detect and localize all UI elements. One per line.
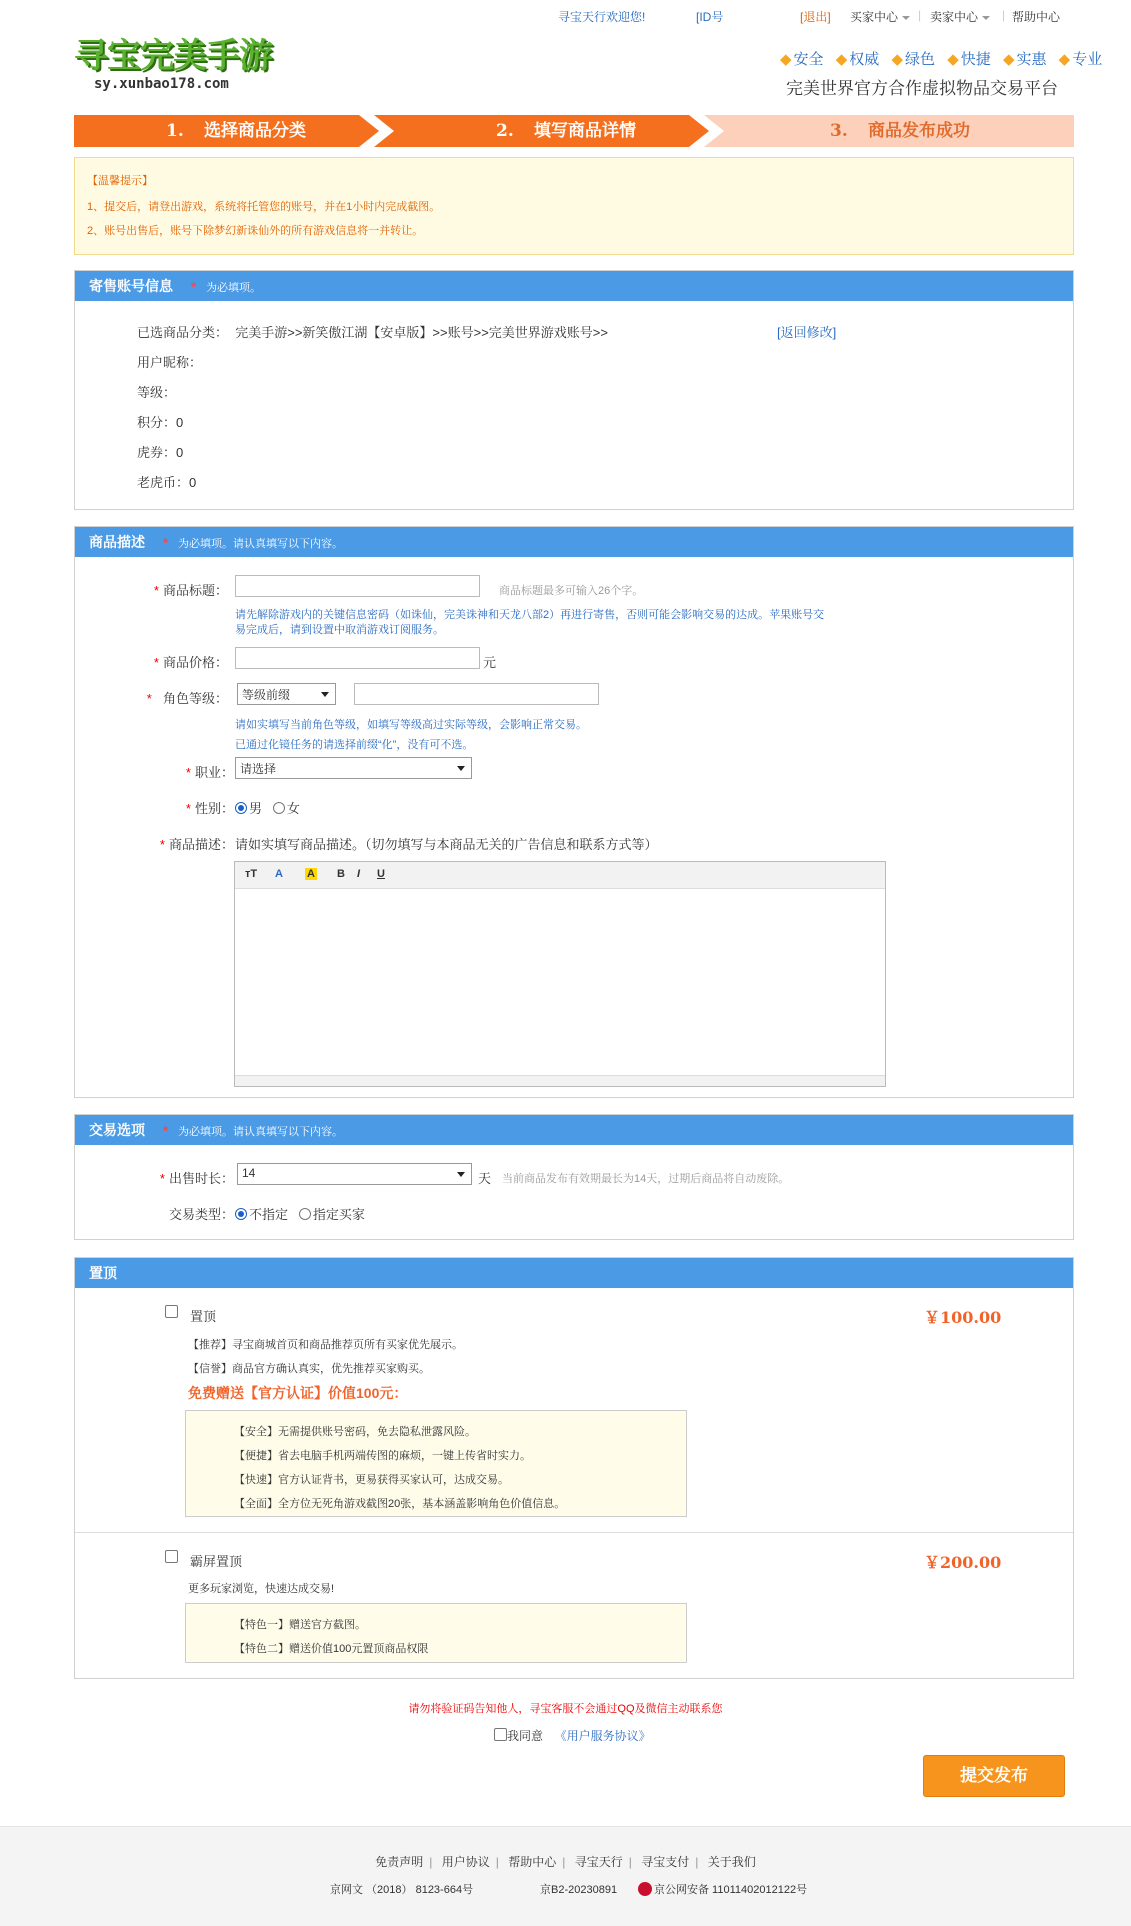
font-size-icon[interactable]: тT xyxy=(245,868,258,880)
required-star: * xyxy=(146,691,152,706)
required-star: * xyxy=(163,535,169,550)
divider: | xyxy=(495,1855,499,1869)
step-3-num: 3. xyxy=(830,121,848,141)
underline-icon[interactable]: U xyxy=(377,868,385,880)
highlight-icon[interactable]: A xyxy=(307,868,315,880)
required-star: * xyxy=(159,837,165,852)
police-badge-icon xyxy=(638,1882,652,1896)
fullscreen-top-label: 霸屏置顶 xyxy=(190,1554,243,1569)
chevron-down-icon xyxy=(982,16,990,20)
tiger-coupon-value: 0 xyxy=(176,445,184,460)
top-option-price: ￥100.00 xyxy=(924,1308,1002,1327)
seller-center-menu[interactable] xyxy=(930,8,990,25)
desc-label: * 商品描述： xyxy=(159,837,234,852)
trade-type-options xyxy=(235,1204,365,1223)
feature-line: 【便捷】省去电脑手机两端传图的麻烦，一键上传省时实力。 xyxy=(234,1450,531,1462)
progress-steps xyxy=(74,115,1074,147)
fullscreen-top-checkbox[interactable] xyxy=(165,1550,178,1565)
trade-specified-radio[interactable] xyxy=(299,1207,365,1222)
footer-link-pay[interactable]: 寻宝支付 xyxy=(641,1855,690,1869)
diamond-icon: ◆ xyxy=(891,51,904,68)
rich-text-editor[interactable] xyxy=(234,861,886,1087)
duration-label: * 出售时长： xyxy=(159,1171,234,1186)
bold-icon[interactable]: B xyxy=(337,868,345,880)
step-3 xyxy=(704,115,1074,147)
agree-label: 我同意 xyxy=(507,1729,544,1743)
required-star: * xyxy=(185,801,191,816)
license-text: 京网文 （2018） 8123-664号 xyxy=(330,1884,474,1896)
divider: | xyxy=(628,1855,632,1869)
submit-button[interactable]: 提交发布 xyxy=(923,1755,1065,1797)
step-1 xyxy=(74,115,379,147)
price-label: * 商品价格： xyxy=(153,655,228,670)
required-star: * xyxy=(163,1123,169,1138)
footer-links xyxy=(0,1853,1131,1870)
police-record[interactable] xyxy=(638,1881,807,1897)
price-unit: 元 xyxy=(483,655,497,670)
footer xyxy=(0,1826,1131,1926)
panel-hint: 为必填项。请认真填写以下内容。 xyxy=(178,538,344,550)
divider: | xyxy=(695,1855,699,1869)
job-label: * 职业： xyxy=(185,765,234,780)
panel-hint: 为必填项。请认真填写以下内容。 xyxy=(178,1126,344,1138)
role-level-note: 已通过化镜任务的请选择前缀“化”，没有可不选。 xyxy=(235,739,474,751)
footer-link-user-agreement[interactable]: 用户协议 xyxy=(441,1855,490,1869)
trade-unspecified-radio[interactable] xyxy=(235,1207,288,1222)
top-option-label: 置顶 xyxy=(190,1309,217,1324)
duration-unit: 天 xyxy=(478,1171,492,1186)
diamond-icon: ◆ xyxy=(1058,51,1071,68)
gender-male-radio[interactable] xyxy=(235,801,262,816)
panel-title: 交易选项 xyxy=(89,1122,145,1138)
desc-hint: 请如实填写商品描述。（切勿填写与本商品无关的广告信息和联系方式等） xyxy=(235,837,658,852)
title-input[interactable] xyxy=(235,575,480,597)
step-2-num: 2. xyxy=(496,121,514,141)
chevron-down-icon xyxy=(902,16,910,20)
panel-title: 寄售账号信息 xyxy=(89,278,173,294)
footer-link-about[interactable]: 关于我们 xyxy=(707,1855,756,1869)
slogan-list xyxy=(780,48,1110,69)
role-level-prefix-select[interactable]: 等级前缀 xyxy=(237,683,336,705)
license-text: 京B2-20230891 xyxy=(540,1884,618,1896)
platform-tagline: 完美世界官方合作虚拟物品交易平台 xyxy=(786,79,1058,98)
duration-select[interactable]: 14 xyxy=(237,1163,472,1185)
buyer-center-menu[interactable] xyxy=(850,8,910,25)
buyer-center-label: 买家中心 xyxy=(850,10,899,24)
font-color-icon[interactable]: A xyxy=(275,868,283,880)
diamond-icon: ◆ xyxy=(1002,51,1015,68)
divider: | xyxy=(562,1855,566,1869)
tips-title: 【温馨提示】 xyxy=(87,175,153,187)
feature-line: 【全面】全方位无死角游戏截图20张，基本涵盖影响角色价值信息。 xyxy=(234,1498,566,1510)
title-label: * 商品标题： xyxy=(153,583,228,598)
step-3-label: 商品发布成功 xyxy=(868,121,970,141)
footer-link-xunbao[interactable]: 寻宝天行 xyxy=(574,1855,623,1869)
title-note: 请先解除游戏内的关键信息密码（如诛仙，完美诛神和天龙八部2）再进行寄售，否则可能会影响交易的达成。苹果账号交易完成后，请到设置中取消游戏订阅服务。 xyxy=(235,609,825,636)
panel-header: 置顶 xyxy=(75,1258,1073,1288)
footer-link-help[interactable]: 帮助中心 xyxy=(508,1855,557,1869)
gender-male-label: 男 xyxy=(249,801,263,816)
editor-content[interactable] xyxy=(235,889,885,1069)
panel-header xyxy=(75,527,1073,557)
diamond-icon: ◆ xyxy=(835,51,848,68)
feature-line: 【特色一】赠送官方截图。 xyxy=(234,1619,366,1631)
checkbox-icon xyxy=(165,1550,178,1563)
nickname-label: 用户昵称： xyxy=(137,355,203,370)
gender-female-label: 女 xyxy=(286,801,300,816)
tiger-coin-label: 老虎币： xyxy=(137,475,190,490)
divider: | xyxy=(1002,8,1006,22)
tiger-coin-row xyxy=(137,472,196,491)
step-2-label: 填写商品详情 xyxy=(534,121,636,141)
welcome-link[interactable]: 寻宝天行欢迎您! xyxy=(558,10,646,24)
feature-line: 【特色二】赠送价值100元置顶商品权限 xyxy=(234,1643,429,1655)
seller-center-label: 卖家中心 xyxy=(930,10,979,24)
slogan-item: ◆ 绿色 xyxy=(891,51,936,68)
role-level-note: 请如实填写当前角色等级，如填写等级高过实际等级，会影响正常交易。 xyxy=(235,719,587,731)
radio-checked-icon xyxy=(235,802,247,814)
gender-options xyxy=(235,798,300,817)
job-select[interactable]: 请选择 xyxy=(235,757,472,779)
points-label: 积分： xyxy=(137,415,177,430)
license-text: 京公网安备 11011402012122号 xyxy=(654,1884,808,1896)
agree-checkbox[interactable] xyxy=(494,1728,507,1741)
points-row xyxy=(137,412,183,431)
editor-toolbar xyxy=(235,862,885,889)
divider: | xyxy=(918,8,922,22)
slogan-item: ◆ 实惠 xyxy=(1002,51,1047,68)
top-option-line: 【推荐】寻宝商城首页和商品推荐页所有买家优先展示。 xyxy=(188,1339,463,1351)
tips-line: 1、提交后，请登出游戏，系统将托管您的账号，并在1小时内完成截图。 xyxy=(87,201,441,213)
points-value: 0 xyxy=(176,415,184,430)
required-star: * xyxy=(191,279,197,294)
radio-checked-icon xyxy=(235,1208,247,1220)
slogan-item: ◆ 安全 xyxy=(780,51,824,68)
category-label: 已选商品分类： xyxy=(137,325,229,340)
fullscreen-top-price: ￥200.00 xyxy=(924,1553,1002,1572)
price-input[interactable] xyxy=(235,647,480,669)
security-warning: 请勿将验证码告知他人，寻宝客服不会通过QQ及微信主动联系您 xyxy=(408,1703,723,1715)
diamond-icon: ◆ xyxy=(947,51,959,68)
tiger-coin-value: 0 xyxy=(189,475,197,490)
radio-unchecked-icon xyxy=(273,802,285,814)
agreement-link[interactable]: 《用户服务协议》 xyxy=(554,1729,651,1743)
agree-row xyxy=(494,1727,651,1744)
top-option-checkbox[interactable] xyxy=(165,1305,178,1320)
role-level-label: * 角色等级： xyxy=(146,691,228,706)
site-logo[interactable] xyxy=(74,28,284,98)
logout-link[interactable]: [退出] xyxy=(800,10,831,24)
account-info-panel xyxy=(74,270,1074,510)
logo-url: sy.xunbao178.com xyxy=(94,76,229,92)
category-value: 完美手游>>新笑傲江湖【安卓版】>>账号>>完美世界游戏账号>> xyxy=(235,325,608,340)
role-level-input[interactable] xyxy=(354,683,599,705)
step-2 xyxy=(374,115,709,147)
panel-hint: 为必填项。 xyxy=(206,282,262,294)
trade-specified-label: 指定买家 xyxy=(312,1207,365,1222)
tiger-coupon-label: 虎券： xyxy=(137,445,177,460)
tips-box xyxy=(74,157,1074,255)
logo-text: 寻宝完美手游 xyxy=(74,36,272,76)
required-star: * xyxy=(185,765,191,780)
radio-unchecked-icon xyxy=(299,1208,311,1220)
back-modify-link[interactable]: [返回修改] xyxy=(777,325,837,340)
diamond-icon: ◆ xyxy=(780,51,792,68)
editor-resize-bar[interactable] xyxy=(235,1075,885,1086)
fullscreen-top-features xyxy=(185,1603,687,1663)
italic-icon[interactable]: I xyxy=(357,868,361,880)
step-1-label: 选择商品分类 xyxy=(204,121,306,141)
official-cert-features xyxy=(185,1410,687,1517)
checkbox-icon xyxy=(165,1305,178,1318)
panel-header xyxy=(75,1115,1073,1145)
feature-line: 【快速】官方认证背书，更易获得买家认可，达成交易。 xyxy=(234,1474,509,1486)
panel-header xyxy=(75,271,1073,301)
tiger-coupon-row xyxy=(137,442,183,461)
trade-unspecified-label: 不指定 xyxy=(249,1207,289,1222)
tips-line: 2、账号出售后，账号下除梦幻新诛仙外的所有游戏信息将一并转让。 xyxy=(87,225,424,237)
level-label: 等级： xyxy=(137,385,177,400)
divider xyxy=(75,1532,1073,1533)
feature-line: 【安全】无需提供账号密码，免去隐私泄露风险。 xyxy=(234,1426,476,1438)
required-star: * xyxy=(153,583,159,598)
fullscreen-top-line: 更多玩家浏览，快速达成交易! xyxy=(188,1583,335,1595)
slogan-item: ◆ 权威 xyxy=(835,51,880,68)
duration-hint: 当前商品发布有效期最长为14天，过期后商品将自动废除。 xyxy=(502,1173,790,1185)
required-star: * xyxy=(159,1171,165,1186)
gender-label: * 性别： xyxy=(185,801,234,816)
gender-female-radio[interactable] xyxy=(273,801,300,816)
step-1-num: 1. xyxy=(166,121,184,141)
top-option-promo: 免费赠送【官方认证】价值100元： xyxy=(188,1385,408,1401)
trade-type-label: 交易类型： xyxy=(168,1207,234,1222)
divider: | xyxy=(429,1855,433,1869)
required-star: * xyxy=(153,655,159,670)
top-option-line: 【信誉】商品官方确认真实，优先推荐买家购买。 xyxy=(188,1363,430,1375)
slogan-item: ◆ 专业 xyxy=(1058,51,1103,68)
footer-link-disclaimer[interactable]: 免责声明 xyxy=(375,1855,424,1869)
title-hint: 商品标题最多可输入26个字。 xyxy=(499,585,644,597)
slogan-item: ◆ 快捷 xyxy=(947,51,991,68)
category-row xyxy=(137,322,608,341)
user-id: [ID号 xyxy=(696,10,724,24)
panel-title: 商品描述 xyxy=(89,534,145,550)
help-center-link[interactable]: 帮助中心 xyxy=(1012,10,1061,24)
